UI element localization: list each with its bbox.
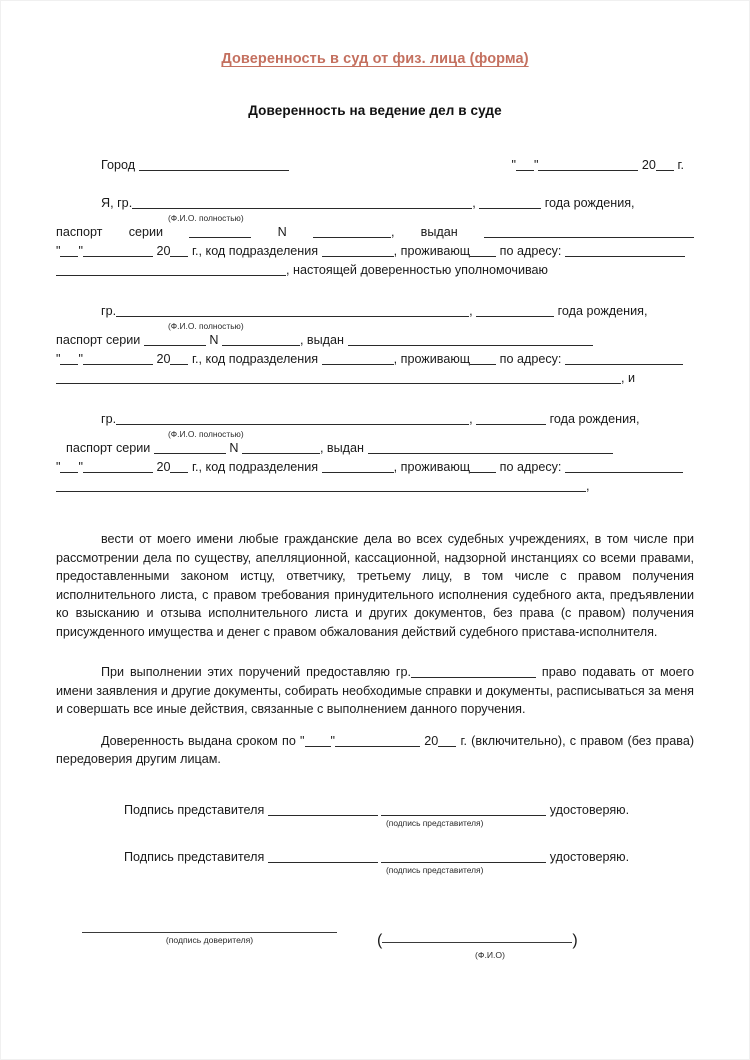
principal-fio-parens (377, 931, 595, 948)
rep2-intro-label: гр. (101, 412, 117, 426)
rep2-birth-suffix: года рождения, (549, 412, 640, 426)
rep1-tail: , и (621, 371, 636, 385)
principal-subdivision-blank[interactable] (322, 244, 394, 257)
date-quote-close: " (533, 158, 539, 172)
assignment-person-blank[interactable] (411, 665, 536, 678)
document-body (1, 1, 749, 960)
principal-number-label: N (277, 225, 287, 239)
principal-issued-blank[interactable] (484, 225, 694, 238)
date-year-blank[interactable] (656, 158, 674, 171)
rep2-passport-row (56, 439, 694, 458)
principal-fio-blank-bottom[interactable] (382, 931, 572, 943)
principal-residing-blank[interactable] (470, 244, 496, 257)
principal-passport-row (56, 223, 694, 242)
principal-series-blank[interactable] (189, 225, 251, 238)
rep1-residing-blank[interactable] (470, 352, 496, 365)
rep-signature-caption-2: (подпись представителя) (386, 864, 484, 875)
representative-signature-row-2 (56, 850, 694, 864)
rep2-issued-blank[interactable] (368, 441, 613, 454)
principal-birth-suffix: года рождения, (544, 196, 635, 210)
rep1-residing-label: , проживающ (393, 352, 471, 366)
principal-date-quote-close: " (78, 244, 83, 258)
principal-name-row: Я, гр. , года рождения, (101, 196, 635, 210)
principal-tail: , настоящей доверенностью уполномочиваю (286, 263, 548, 277)
principal-residing-label: , проживающ (393, 244, 471, 258)
principal-fio-col (377, 931, 595, 960)
rep1-year-prefix: 20 (156, 352, 171, 366)
principal-issued-label: , выдан (390, 225, 458, 239)
rep1-series-blank[interactable] (144, 333, 206, 346)
principal-address-tail-row (56, 261, 694, 280)
rep1-fio-caption: (Ф.И.О. полностью) (168, 321, 244, 331)
city-field-group (56, 158, 289, 172)
city-input-blank[interactable] (139, 158, 289, 171)
principal-passport-label: паспорт (56, 225, 103, 239)
principal-year-suffix: г., код подразделения (191, 244, 319, 258)
paren-close: ) (572, 931, 578, 949)
representative-signature-row-1 (56, 803, 694, 817)
principal-birth-year-blank[interactable] (479, 196, 541, 209)
rep1-passport-label: паспорт серии (56, 333, 141, 347)
rep2-year-suffix: г., код подразделения (191, 460, 319, 474)
principal-fio-caption-bottom: (Ф.И.О) (475, 949, 505, 960)
rep1-address-label: по адресу: (499, 352, 562, 366)
rep1-date-quote-close: " (78, 352, 83, 366)
page-title: Доверенность в суд от физ. лица (форма) (221, 51, 529, 67)
principal-block (56, 194, 694, 280)
rep1-passport-row (56, 331, 694, 350)
rep-signature-blank-1b[interactable] (381, 803, 546, 816)
powers-paragraph: вести от моего имени любые гражданские дела во всех судебных учреждениях, в том числе при рассмотрении дела по существу, апелляционной, кассационной, надзорной инстанциях со всеми правами, предоставленными законом истцу, ответчику, третьему лицу, в том числе с правом получения исполнительного листа, с правом требования принудительного исполнения судебного акта, предъявлении ко взысканию и отзыва исполнительного листа и других документов, без права (с правом) получения присужденного имущества и денег с правом обжалования действий судебного пристава-исполнителя. (56, 532, 694, 639)
rep-signature-blank-2b[interactable] (381, 850, 546, 863)
rep1-issue-day-blank[interactable] (60, 352, 78, 365)
rep-signature-blank-1a[interactable] (268, 803, 378, 816)
principal-fio-blank[interactable] (132, 196, 472, 209)
assignment-suffix: право подавать от моего имени заявления и другие документы, собирать необходимые справки и документы, расписываться за меня и совершать все иные действия, связанные с выполнением данного поручения. (56, 665, 694, 716)
rep2-tail: , (586, 479, 590, 493)
term-quote-close: " (330, 733, 336, 748)
paren-open: ( (377, 931, 383, 949)
term-quote-open: " (300, 733, 305, 748)
date-month-blank[interactable] (538, 158, 638, 171)
date-field-group (511, 158, 694, 172)
city-date-line (56, 118, 694, 172)
assignment-paragraph (56, 663, 694, 719)
principal-series-label: серии (128, 225, 164, 239)
term-paragraph (56, 732, 694, 769)
principal-signature-caption: (подпись доверителя) (165, 934, 254, 945)
representative-block-1 (56, 302, 694, 388)
rep1-number-label: N (209, 333, 219, 347)
rep2-issue-day-blank[interactable] (60, 460, 78, 473)
rep2-address-tail-row (56, 477, 694, 496)
principal-intro-label: Я, гр. (101, 196, 133, 210)
rep1-fio-blank[interactable] (116, 304, 469, 317)
principal-address-blank[interactable] (565, 244, 685, 257)
rep2-year-prefix: 20 (156, 460, 171, 474)
date-year-suffix: г. (677, 158, 684, 172)
rep2-name-row: гр. , года рождения, (101, 412, 640, 426)
rep2-issue-year-blank[interactable] (170, 460, 188, 473)
rep1-issue-year-blank[interactable] (170, 352, 188, 365)
rep1-birth-year-blank[interactable] (476, 304, 554, 317)
principal-issue-month-blank[interactable] (83, 244, 153, 257)
rep1-address-tail-row (56, 369, 694, 388)
date-day-blank[interactable] (516, 158, 534, 171)
rep2-address-label: по адресу: (499, 460, 562, 474)
term-day-blank[interactable] (305, 734, 331, 747)
rep2-issue-date-row (56, 458, 694, 477)
rep1-issue-month-blank[interactable] (83, 352, 153, 365)
rep1-name-row: гр. , года рождения, (101, 304, 648, 318)
rep-signature-label-1: Подпись представителя (124, 802, 265, 817)
term-year-blank[interactable] (438, 734, 456, 747)
principal-issue-year-blank[interactable] (170, 244, 188, 257)
rep2-subdivision-blank[interactable] (322, 460, 394, 473)
rep2-address-blank-2[interactable] (56, 479, 586, 492)
term-month-blank[interactable] (335, 734, 420, 747)
rep2-passport-label: паспорт серии (66, 441, 151, 455)
assignment-prefix: При выполнении этих поручений предоставляю гр. (101, 665, 411, 679)
principal-issue-day-blank[interactable] (60, 244, 78, 257)
rep1-number-blank[interactable] (222, 333, 300, 346)
representative-block-2 (56, 410, 694, 496)
rep-signature-blank-2a[interactable] (268, 850, 378, 863)
rep1-address-blank[interactable] (565, 352, 683, 365)
rep2-fio-caption: (Ф.И.О. полностью) (168, 429, 244, 439)
rep2-date-quote-close: " (78, 460, 83, 474)
rep1-address-blank-2[interactable] (56, 371, 621, 384)
rep2-birth-year-blank[interactable] (476, 412, 546, 425)
principal-signature-area (56, 875, 694, 960)
rep1-issued-label: , выдан (299, 333, 344, 347)
principal-issue-date-row (56, 242, 694, 261)
rep2-address-blank[interactable] (565, 460, 683, 473)
rep-signature-label-2: Подпись представителя (124, 849, 265, 864)
term-prefix: Доверенность выдана сроком по (101, 733, 296, 748)
rep-certify-label-1: удостоверяю. (549, 802, 630, 817)
principal-year-prefix: 20 (156, 244, 171, 258)
principal-fio-caption: (Ф.И.О. полностью) (168, 213, 244, 223)
rep2-fio-blank[interactable] (116, 412, 469, 425)
rep-signature-caption-1: (подпись представителя) (386, 817, 484, 828)
principal-signature-col (82, 931, 337, 960)
rep1-issue-date-row (56, 350, 694, 369)
rep2-series-blank[interactable] (154, 441, 226, 454)
rep2-issued-label: , выдан (319, 441, 364, 455)
city-label: Город (101, 158, 136, 172)
document-subtitle: Доверенность на ведение дел в суде (248, 103, 502, 118)
principal-date-quote-open: " (56, 244, 61, 258)
rep2-number-blank[interactable] (242, 441, 320, 454)
rep1-subdivision-blank[interactable] (322, 352, 394, 365)
rep2-residing-blank[interactable] (470, 460, 496, 473)
date-year-prefix: 20 (641, 158, 656, 172)
date-quote-open: " (511, 158, 516, 172)
rep1-year-suffix: г., код подразделения (191, 352, 319, 366)
term-year-prefix: 20 (424, 733, 439, 748)
rep2-date-quote-open: " (56, 460, 61, 474)
principal-address-blank-2[interactable] (56, 263, 286, 276)
rep1-intro-label: гр. (101, 304, 117, 318)
rep1-issued-blank[interactable] (348, 333, 593, 346)
principal-number-blank[interactable] (313, 225, 391, 238)
rep1-date-quote-open: " (56, 352, 61, 366)
term-suffix: г. (включительно), с правом (без права) передоверия другим лицам. (56, 733, 695, 766)
rep1-birth-suffix: года рождения, (557, 304, 648, 318)
rep2-issue-month-blank[interactable] (83, 460, 153, 473)
principal-address-label: по адресу: (499, 244, 562, 258)
rep-certify-label-2: удостоверяю. (549, 849, 630, 864)
rep2-residing-label: , проживающ (393, 460, 471, 474)
rep2-number-label: N (229, 441, 239, 455)
